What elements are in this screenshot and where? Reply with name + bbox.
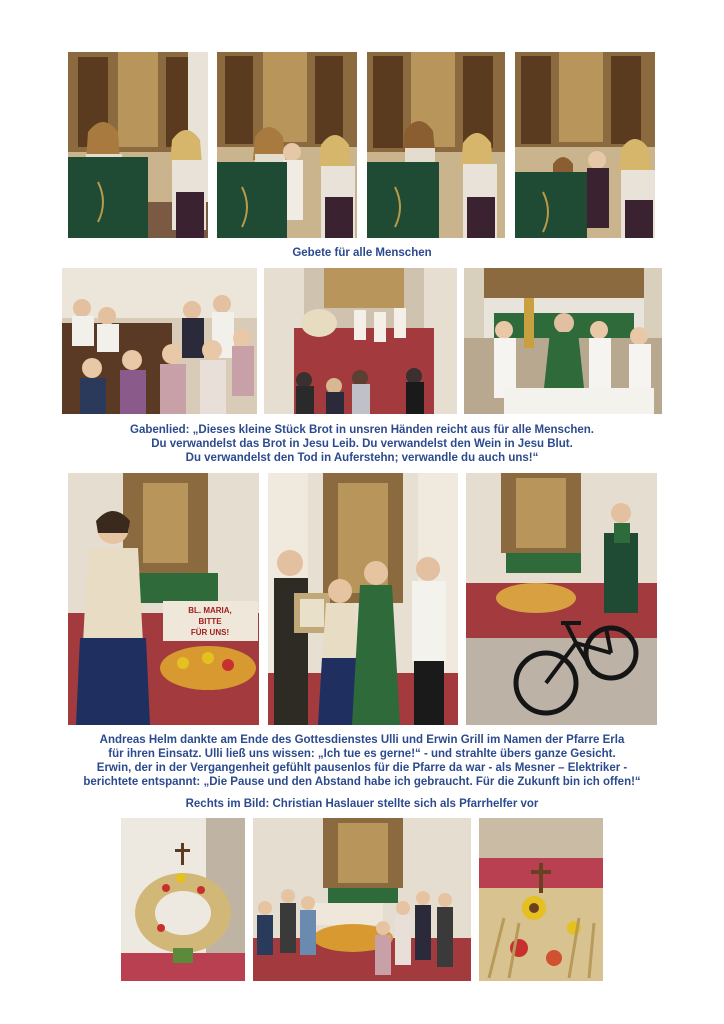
caption-gebete [40, 246, 684, 260]
caption-dank-line-2: für ihren Einsatz. Ulli ließ uns wissen: „Ich tue es gerne!“ - und strahlte übers ganze Gesicht. [108, 748, 616, 760]
caption-dank [40, 733, 684, 789]
photo-prayer-reader-4 [515, 52, 655, 238]
caption-dank-line-3: Erwin, der in der Vergangenheit gefühlt pausenlos für die Pfarre da war - als Mesner – Elektriker - [96, 762, 628, 774]
caption-rechts [40, 797, 684, 811]
banner-line-3: FÜR UNS! [190, 628, 230, 637]
photo-thanks-ceremony [268, 473, 458, 725]
caption-dank-line-4: berichtete entspannt: „Die Pause und den Abstand habe ich gebraucht. Für die Zukunft bin ich offen!“ [83, 776, 641, 788]
photo-children-group [253, 818, 471, 981]
photo-choir [62, 268, 257, 414]
photo-altar-priest [464, 268, 662, 414]
photo-prayer-reader-2 [217, 52, 357, 238]
banner-line-2: BITTE [198, 617, 222, 626]
photo-woman-altar-harvest [68, 473, 259, 725]
photo-bicycle-altar [466, 473, 657, 725]
photo-harvest-detail [479, 818, 603, 981]
photo-harvest-crown [121, 818, 245, 981]
photo-church-interior [264, 268, 457, 414]
photo-prayer-reader-3 [367, 52, 505, 238]
caption-gabenlied-line-1: Gabenlied: „Dieses kleine Stück Brot in unsren Händen reicht aus für alle Menschen. [130, 424, 594, 436]
caption-rechts-text: Rechts im Bild: Christian Haslauer stellte sich als Pfarrhelfer vor [185, 798, 539, 810]
caption-gebete-text: Gebete für alle Menschen [292, 247, 432, 259]
photo-prayer-reader-1 [68, 52, 208, 238]
banner-line-1: BL. MARIA, [188, 606, 232, 615]
caption-gabenlied-line-3: Du verwandelst den Tod in Auferstehn; verwandle du auch uns!“ [185, 452, 539, 464]
caption-dank-line-1: Andreas Helm dankte am Ende des Gottesdienstes Ulli und Erwin Grill im Namen der Pfarre Erla [99, 734, 625, 746]
caption-gabenlied-line-2: Du verwandelst das Brot in Jesu Leib. Du verwandelst den Wein in Jesu Blut. [151, 438, 573, 450]
caption-gabenlied [40, 423, 684, 465]
